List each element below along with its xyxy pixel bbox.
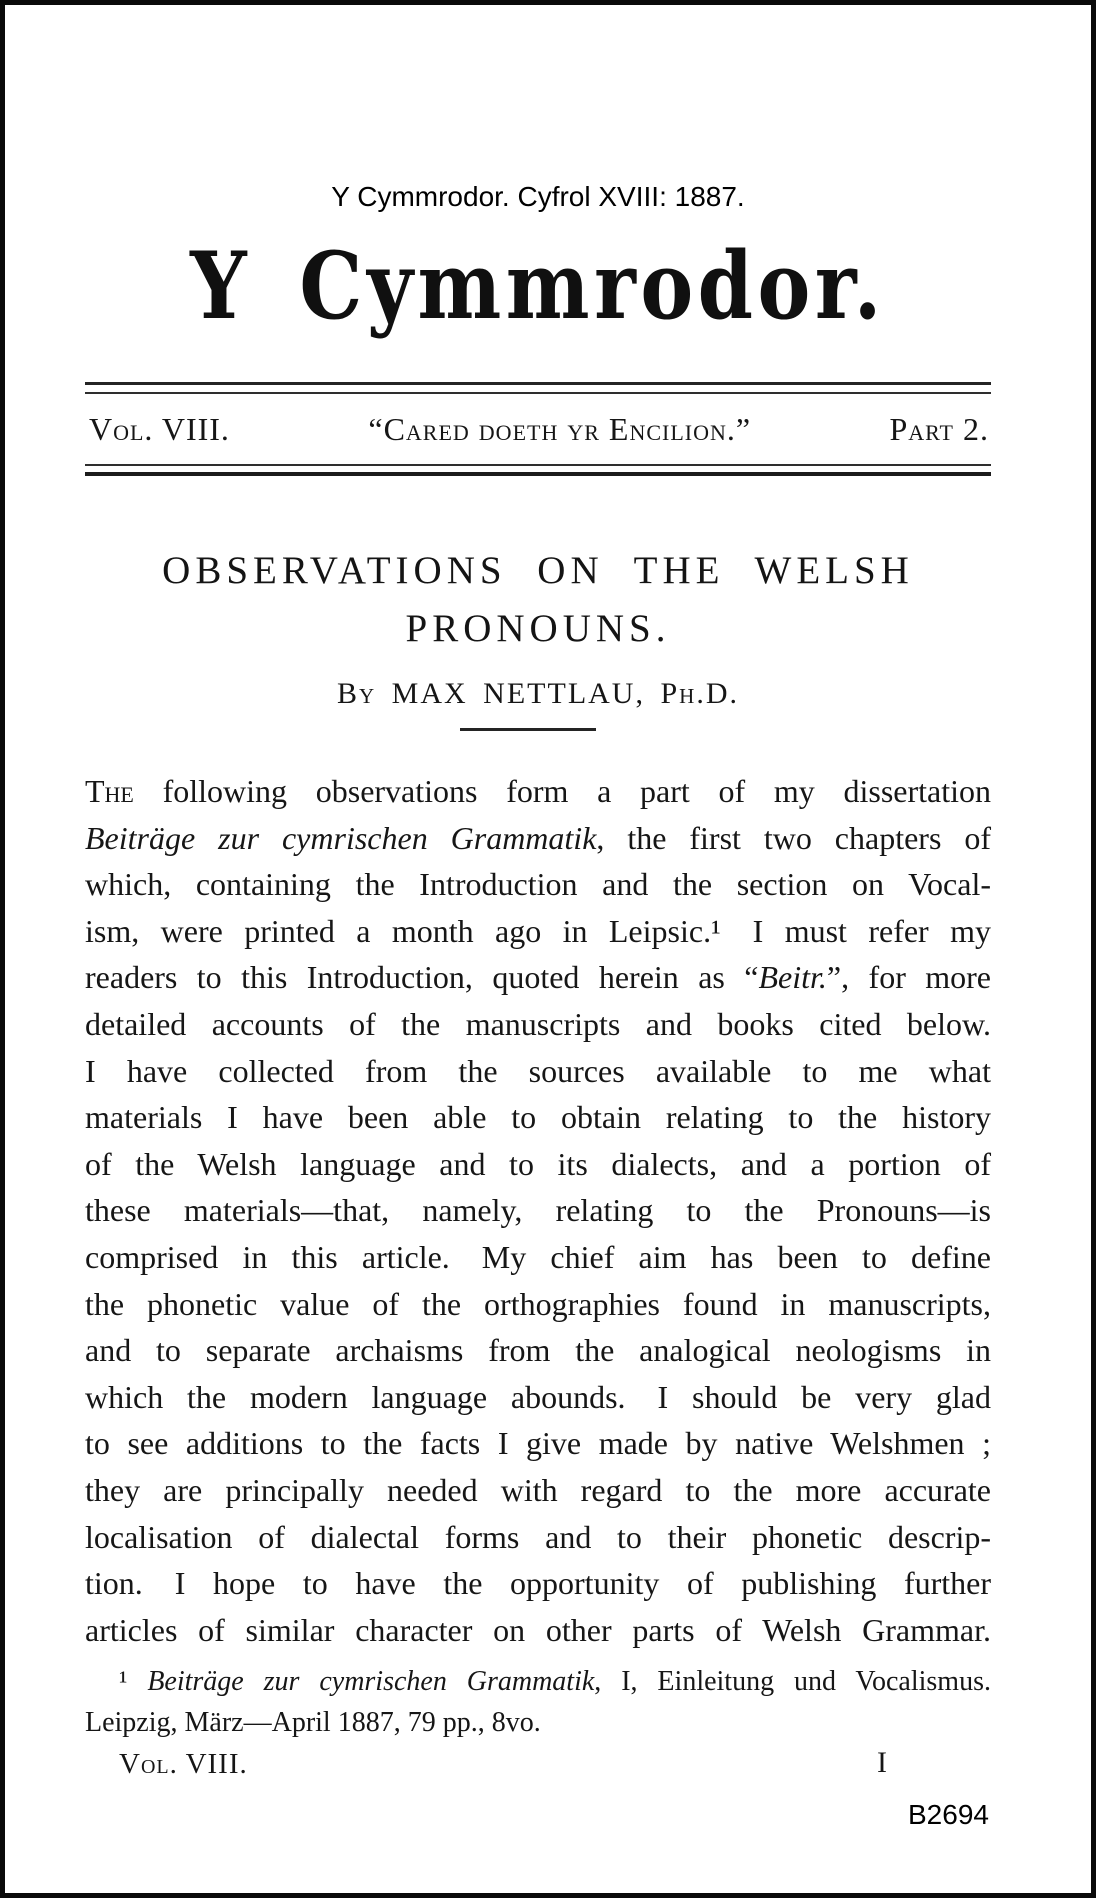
catalog-number: B2694 (908, 1799, 989, 1830)
text-segment: they are principally needed with regard to the more accurate (85, 1471, 991, 1508)
text-segment: comprised in this article. My chief aim has been to define (85, 1238, 991, 1275)
text-segment: Beiträge zur cymrischen Grammatik (85, 819, 597, 856)
text-segment: detailed accounts of the manuscripts and books cited below. (85, 1005, 991, 1042)
masthead-blackletter-title: Y Cymmrodor. (190, 230, 886, 340)
text-segment: following observations form a part of my dissertation (133, 773, 991, 809)
text-segment: The (85, 773, 134, 809)
text-segment: which the modern language abounds. I should be very glad (85, 1378, 991, 1415)
body-line (85, 1327, 991, 1374)
text-segment: articles of similar character on other parts of Welsh Grammar. (85, 1611, 991, 1648)
byline-divider-rule (460, 728, 596, 731)
double-rule-bottom (85, 464, 991, 476)
signature-mark: I (877, 1746, 887, 1779)
body-line (85, 1141, 991, 1188)
double-rule-top (85, 382, 991, 394)
text-segment: ism, were printed a month ago in Leipsic.¹ I must refer my (85, 912, 991, 949)
text-segment: Leipzig, März—April 1887, 79 pp., 8vo. (85, 1707, 541, 1738)
article-body (85, 768, 991, 1653)
body-line (85, 1607, 991, 1654)
text-segment: to see additions to the facts I give made by native Welshmen ; (85, 1425, 991, 1462)
body-line (85, 768, 991, 815)
text-segment: ”, for more (826, 959, 992, 996)
text-segment: Beiträge zur cymrischen Grammatik (147, 1666, 595, 1697)
journal-motto: “Cared doeth yr Encilion.” (368, 411, 752, 447)
text-segment: these materials—that, namely, relating to the Pronouns—is (85, 1192, 991, 1229)
text-segment: localisation of dialectal forms and to their phonetic descrip- (85, 1518, 991, 1555)
body-line (85, 1048, 991, 1095)
body-line (85, 1560, 991, 1607)
byline: By MAX NETTLAU, Ph.D. (337, 677, 739, 710)
part-label: Part 2. (889, 411, 989, 447)
text-segment: readers to this Introduction, quoted herein as “ (85, 959, 759, 996)
body-line (85, 908, 991, 955)
body-line (85, 1374, 991, 1421)
text-segment: materials I have been able to obtain relating to the history (85, 1099, 991, 1136)
article-title-line1: OBSERVATIONS ON THE WELSH (162, 549, 914, 592)
text-segment: , I, Einleitung und Vocalismus. (594, 1666, 991, 1697)
text-segment: tion. I hope to have the opportunity of publishing further (85, 1565, 991, 1602)
body-line (85, 1514, 991, 1561)
text-segment: , the first two chapters of (596, 819, 992, 856)
body-line (85, 1001, 991, 1048)
text-segment: ¹ (119, 1666, 148, 1697)
volume-label: Vol. VIII. (89, 411, 230, 447)
text-segment: and to separate archaisms from the analogical neologisms in (85, 1332, 991, 1369)
body-line (85, 1281, 991, 1328)
footnote-line (85, 1702, 991, 1743)
body-line (85, 954, 991, 1001)
scan-header-caption: Y Cymmrodor. Cyfrol XVIII: 1887. (331, 181, 745, 212)
text-segment: which, containing the Introduction and the section on Vocal- (85, 866, 991, 903)
journal-info-line (89, 411, 989, 448)
article-title-line2: PRONOUNS. (405, 607, 671, 650)
body-line (85, 1234, 991, 1281)
body-line (85, 1420, 991, 1467)
text-segment: Beitr. (758, 959, 827, 996)
body-line (85, 1467, 991, 1514)
body-line (85, 1094, 991, 1141)
body-line (85, 1187, 991, 1234)
body-line (85, 861, 991, 908)
footnote-line (85, 1661, 991, 1702)
text-segment: of the Welsh language and to its dialects, and a portion of (85, 1145, 991, 1182)
body-line (85, 815, 991, 862)
text-segment: the phonetic value of the orthographies found in manuscripts, (85, 1285, 991, 1322)
footer-volume-label: Vol. VIII. (119, 1748, 248, 1780)
footnote (85, 1661, 991, 1743)
text-segment: I have collected from the sources available to me what (85, 1052, 991, 1089)
